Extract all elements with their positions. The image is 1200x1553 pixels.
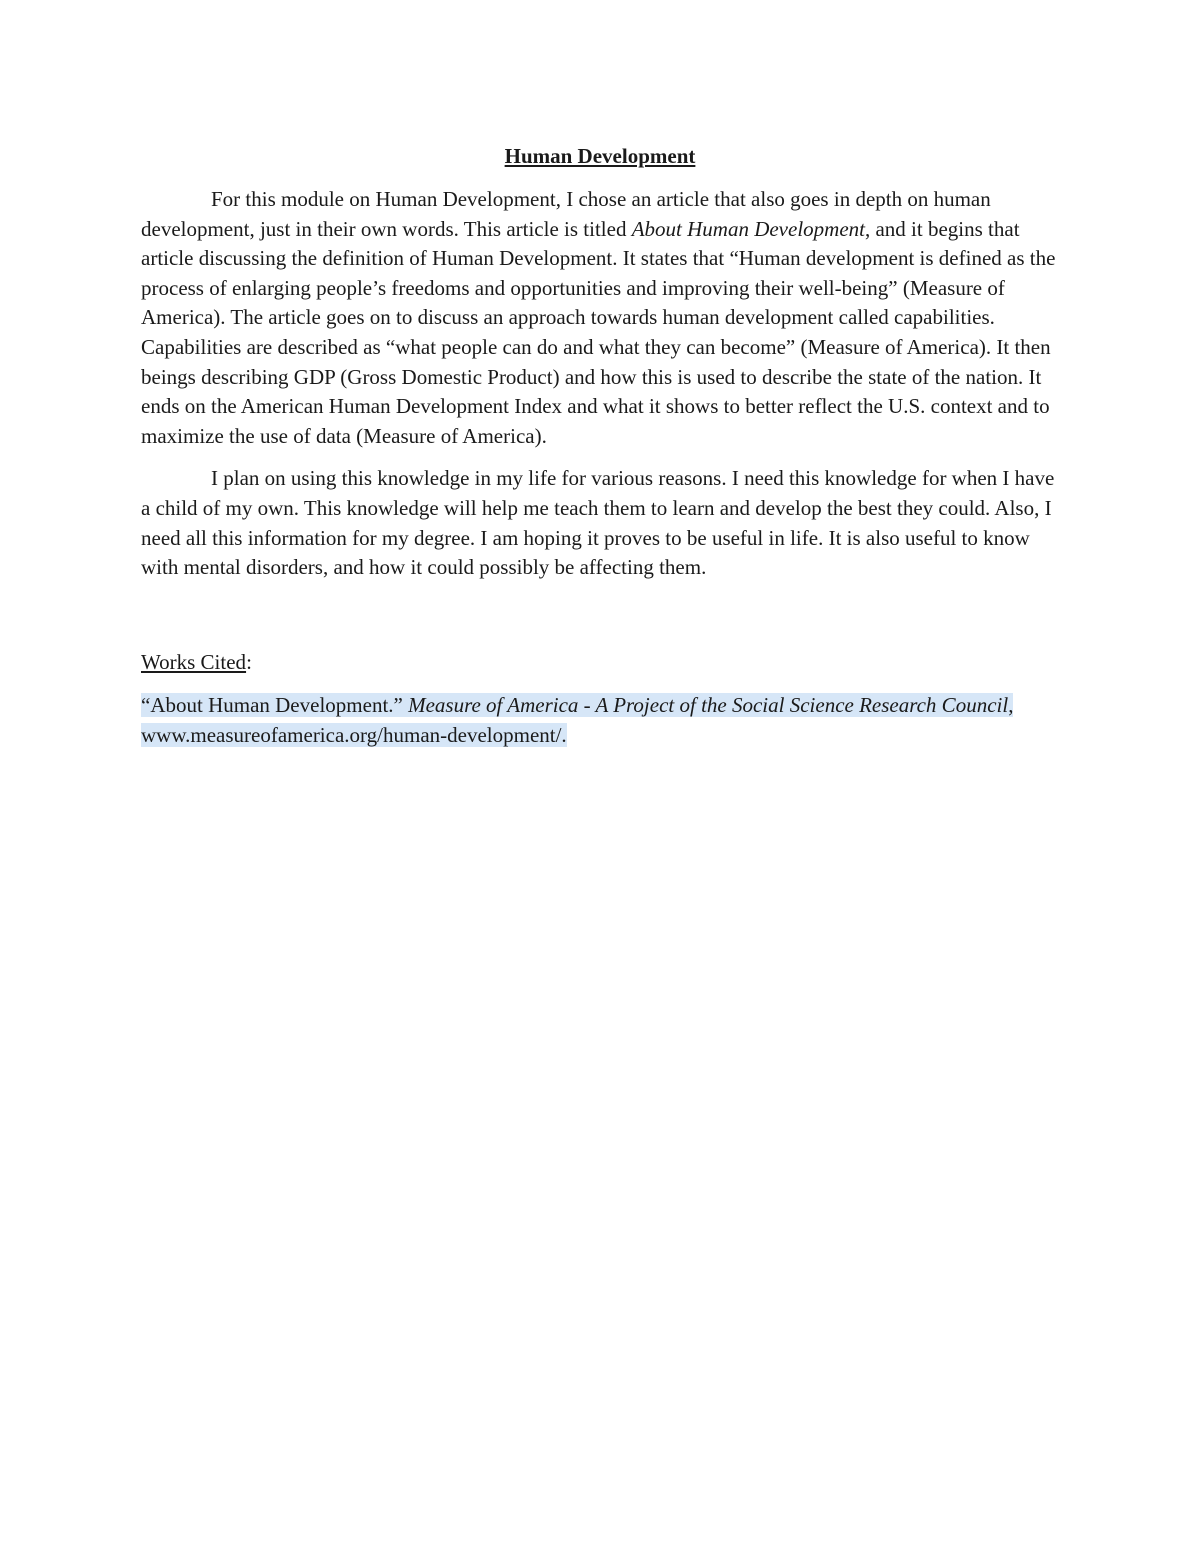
citation-entry[interactable] [141,691,1059,750]
selected-citation-text[interactable] [141,693,1013,747]
article-title-italic: About Human Development [631,216,865,241]
works-cited-heading [141,648,1059,678]
paragraph-1-text-a: For this module on Human Development, I chose an article that also goes in depth on human development, just in their own words. This article is titled [141,187,991,241]
paragraph-1-text-b: , and it begins that article discussing the definition of Human Development. It states that “Human development is defined as the process of enlarging people’s freedoms and opportunities and improving their well-being” (Measure of America). The article goes on to discuss an approach towards human development called capabilities. Capabilities are described as “what people can do and what they can become” (Measure of America). It then beings describing GDP (Gross Domestic Product) and how this is used to describe the state of the nation. It ends on the American Human Development Index and what it shows to better reflect the U.S. context and to maximize the use of data (Measure of America). [141,216,1056,448]
works-cited-colon: : [246,649,252,674]
works-cited-label: Works Cited [141,649,247,674]
citation-url: , www.measureofamerica.org/human-development/. [141,693,1014,747]
citation-source-italic: Measure of America - A Project of the Social Science Research Council [408,693,1009,718]
page-title: Human Development [504,144,696,168]
body-paragraph-2: I plan on using this knowledge in my life for various reasons. I need this knowledge for when I have a child of my own. This knowledge will help me teach them to learn and develop the best they could. Also, I need all this information for my degree. I am hoping it proves to be useful in life. It is also useful to know with mental disorders, and how it could possibly be affecting them. [141,466,1055,580]
citation-quoted-title: “About Human Development.” [141,693,409,718]
document-body [141,141,1059,751]
body-paragraph-1 [141,185,1059,451]
